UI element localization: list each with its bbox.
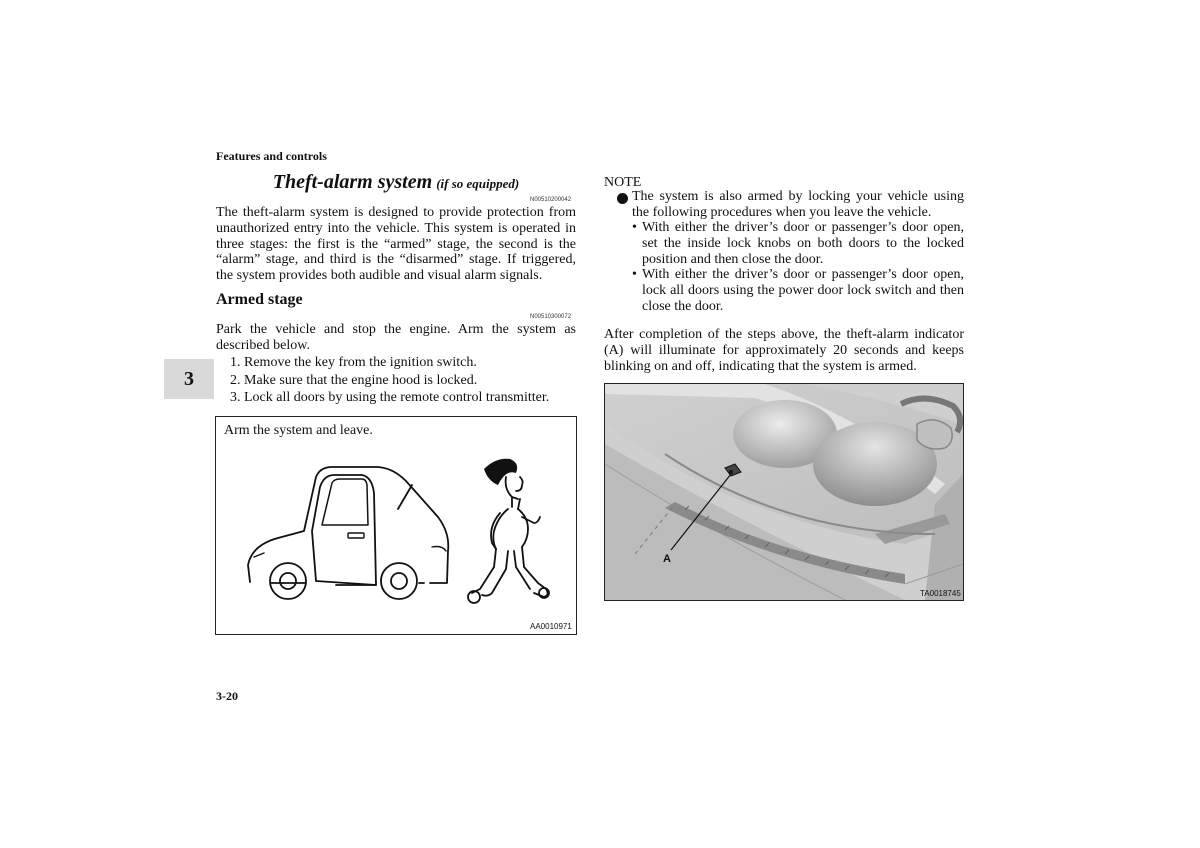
sub-bullet-marker: •	[632, 267, 637, 282]
intro-paragraph: The theft-alarm system is designed to provide protection from unauthorized entry into the vehicle. This system is operated in three stages: the first is the “armed” stage, the second is the “alarm” stage, and third is the “disarmed” stage. If triggered, the system provides both audible and visual alarm signals.	[216, 205, 576, 284]
sub-item-text: With either the driver’s door or passenger’s door open, lock all doors using the power door lock switch and then close the door.	[642, 267, 964, 314]
armed-stage-code: N00510300072	[530, 314, 572, 320]
sub-bullet-marker: •	[632, 220, 637, 235]
note-sub-item	[632, 220, 964, 267]
note-title: NOTE	[604, 175, 642, 190]
figure-code: TA0018745	[920, 589, 961, 598]
title-qualifier: (if so equipped)	[436, 176, 520, 191]
sub-item-text: With either the driver’s door or passenger’s door open, set the inside lock knobs on both doors to the locked position and then close the door.	[642, 220, 964, 267]
step-item: 3. Lock all doors by using the remote control transmitter.	[230, 390, 550, 405]
armed-stage-heading: Armed stage	[216, 291, 303, 308]
figure-code: AA0010971	[530, 622, 572, 631]
chapter-tab: 3	[164, 359, 214, 399]
title-code: N00510200042	[530, 197, 572, 203]
page-number: 3-20	[216, 689, 238, 703]
arm-system-figure	[215, 416, 577, 635]
after-paragraph: After completion of the steps above, the theft-alarm indicator (A) will illuminate for approximately 20 seconds and keeps blinking on and off, indicating that the system is armed.	[604, 327, 964, 374]
note-sub-item	[632, 267, 964, 314]
step-item: 2. Make sure that the engine hood is locked.	[230, 373, 478, 388]
car-and-person-illustration	[216, 417, 576, 634]
figure-caption: Arm the system and leave.	[224, 423, 373, 438]
section-header: Features and controls	[216, 149, 327, 163]
armed-stage-paragraph: Park the vehicle and stop the engine. Arm the system as described below.	[216, 322, 576, 353]
dashboard-figure	[604, 383, 964, 601]
title-main: Theft-alarm system	[272, 171, 433, 193]
callout-label-a: A	[663, 553, 671, 565]
dashboard-illustration	[605, 384, 963, 600]
step-item: 1. Remove the key from the ignition switch.	[230, 355, 477, 370]
note-text: The system is also armed by locking your vehicle using the following procedures when you leave the vehicle.	[632, 189, 964, 220]
bullet-icon	[617, 193, 628, 204]
section-title	[216, 171, 576, 194]
